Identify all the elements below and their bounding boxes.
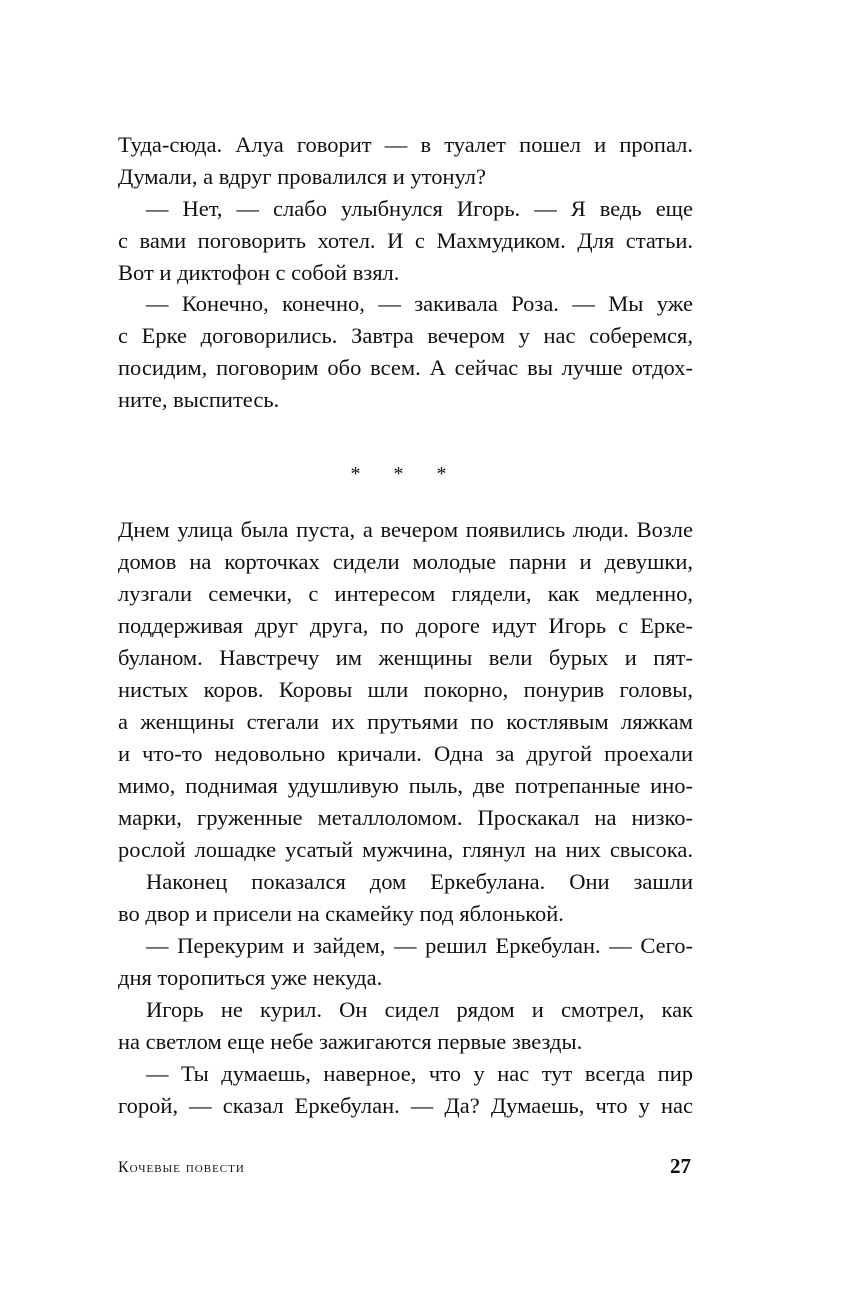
paragraph-line: Туда-сюда. Алуа говорит — в туалет пошел и пропал. [118,132,693,157]
paragraph-line: лузгали семечки, с интересом глядели, как медленно, [118,581,693,606]
paragraph-line: Вот и диктофон с собой взял. [118,260,400,285]
paragraph-line: — Перекурим и зайдем, — решил Еркебулан. — Сего- [146,933,693,958]
paragraph-line: марки, груженные металлоломом. Проскакал на низко- [118,805,693,830]
paragraph-line: нистых коров. Коровы шли покорно, понурив головы, [118,677,693,702]
paragraph-line: и что-то недовольно кричали. Одна за другой проехали [118,741,693,766]
page-number: 27 [670,1154,691,1178]
paragraph-line: рослой лошадке усатый мужчина, глянул на них свысока. [118,837,693,862]
paragraph-line: мимо, поднимая удушливую пыль, две потрепанные ино- [118,773,693,798]
paragraph-line: Наконец показался дом Еркебулана. Они зашли [146,869,693,894]
paragraph-line: поддерживая друг друга, по дороге идут Игорь с Ерке- [118,613,693,638]
paragraph-line: буланом. Навстречу им женщины вели бурых и пят- [118,645,693,670]
paragraph-line: — Конечно, конечно, — закивала Роза. — Мы уже [146,291,693,316]
paragraph-line: с Ерке договорились. Завтра вечером у нас соберемся, [118,323,693,348]
paragraph-line: — Ты думаешь, наверное, что у нас тут всегда пир [146,1061,693,1086]
paragraph-line: посидим, поговорим обо всем. А сейчас вы лучше отдох- [118,355,693,380]
paragraph-line: домов на корточках сидели молодые парни и девушки, [118,549,693,574]
paragraph-line: дня торопиться уже некуда. [118,965,383,990]
paragraph-line: с вами поговорить хотел. И с Махмудиком. Для статьи. [118,228,693,253]
section-separator: * * * [350,463,461,485]
paragraph-line: а женщины стегали их прутьями по костлявым ляжкам [118,709,693,734]
paragraph-line: на светлом еще небе зажигаются первые звезды. [118,1029,583,1054]
paragraph-line: Игорь не курил. Он сидел рядом и смотрел, как [146,997,693,1022]
paragraph-line: ните, выспитесь. [118,387,280,412]
paragraph-line: горой, — сказал Еркебулан. — Да? Думаешь, что у нас [118,1093,693,1118]
paragraph-line: Думали, а вдруг провалился и утонул? [118,164,486,189]
running-footer-title: Кочевые повести [118,1159,245,1176]
paragraph-line: во двор и присели на скамейку под яблонькой. [118,901,564,926]
paragraph-line: — Нет, — слабо улыбнулся Игорь. — Я ведь еще [146,196,693,221]
paragraph-line: Днем улица была пуста, а вечером появились люди. Возле [118,517,693,542]
